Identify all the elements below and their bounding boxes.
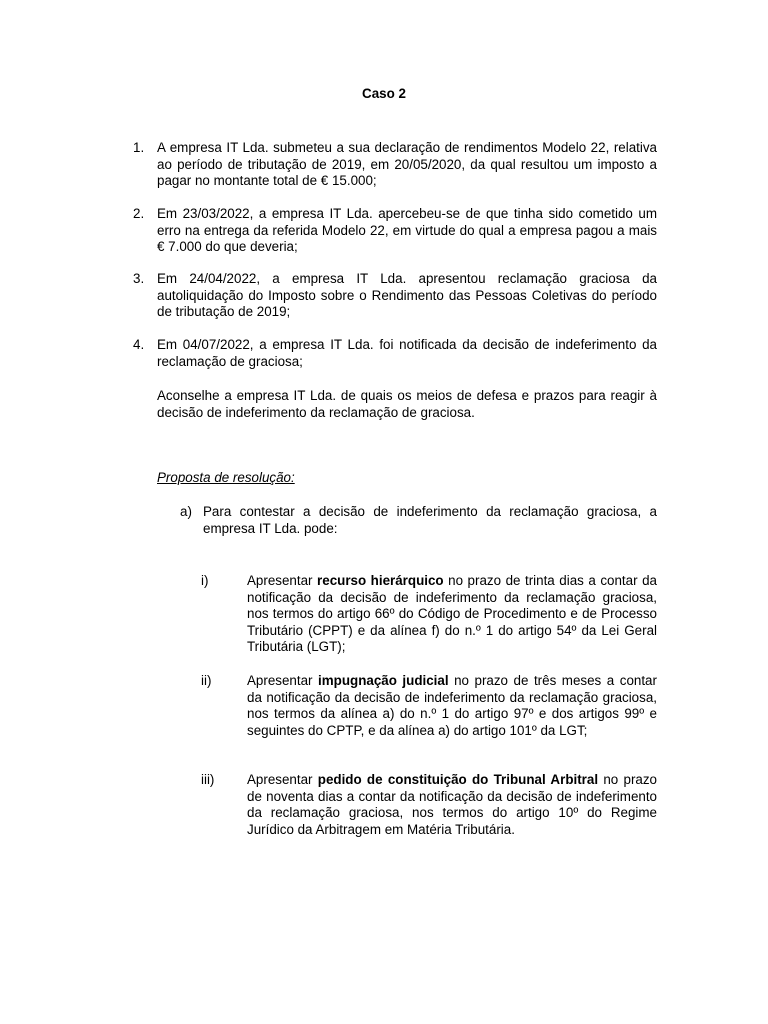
option-emphasis: pedido de constituição do Tribunal Arbitral [317, 772, 599, 787]
list-item-text: Em 23/03/2022, a empresa IT Lda. apercebeu-se de que tinha sido cometido um erro na entrega da referida Modelo 22, em virtude do qual a empresa pagou a mais € 7.000 do que deveria; [157, 206, 657, 255]
list-item-number: 2. [133, 206, 145, 221]
list-item-text: A empresa IT Lda. submeteu a sua declaração de rendimentos Modelo 22, relativa ao período de tributação de 2019, em 20/05/2020, da qual resultou um imposto a pagar no montante total de € 15.000; [157, 140, 657, 189]
option-text: Apresentar pedido de constituição do Tribunal Arbitral no prazo de noventa dias a contar da notificação da decisão de indeferimento da reclamação graciosa, nos termos do artigo 10º do Regime Jurídico da Arbitragem em Matéria Tributária. [247, 772, 657, 837]
option-emphasis: impugnação judicial [318, 673, 449, 688]
question-paragraph: Aconselhe a empresa IT Lda. de quais os meios de defesa e prazos para reagir à decisão de indeferimento da reclamação de graciosa. [157, 388, 657, 420]
document-title: Caso 2 [362, 86, 406, 101]
sub-item-text: Para contestar a decisão de indeferimento da reclamação graciosa, a empresa IT Lda. pode: [203, 504, 657, 536]
option-label: i) [201, 573, 209, 588]
resolution-heading: Proposta de resolução: [157, 470, 295, 485]
list-item-text: Em 04/07/2022, a empresa IT Lda. foi notificada da decisão de indeferimento da reclamação de graciosa; [157, 337, 657, 369]
option-label: ii) [201, 673, 212, 688]
option-label: iii) [201, 772, 215, 787]
option-text: Apresentar recurso hierárquico no prazo de trinta dias a contar da notificação da decisão de indeferimento da reclamação graciosa, nos termos do artigo 66º do Código de Procedimento e de Processo Tributário (CPPT) e da alínea f) do n.º 1 do artigo 54º da Lei Geral Tributária (LGT); [247, 573, 657, 655]
option-text: Apresentar impugnação judicial no prazo de três meses a contar da notificação da decisão de indeferimento da reclamação graciosa, nos termos da alínea a) do n.º 1 do artigo 97º e dos artigos 99º e seguintes do CPTP, e da alínea a) do artigo 101º da LGT; [247, 673, 657, 738]
list-item-number: 3. [133, 271, 145, 286]
list-item-number: 1. [133, 140, 145, 155]
option-emphasis: recurso hierárquico [317, 573, 444, 588]
list-item-text: Em 24/04/2022, a empresa IT Lda. apresentou reclamação graciosa da autoliquidação do Imposto sobre o Rendimento das Pessoas Coletivas do período de tributação de 2019; [157, 271, 657, 320]
list-item-number: 4. [133, 337, 145, 352]
sub-item-label: a) [180, 504, 192, 519]
